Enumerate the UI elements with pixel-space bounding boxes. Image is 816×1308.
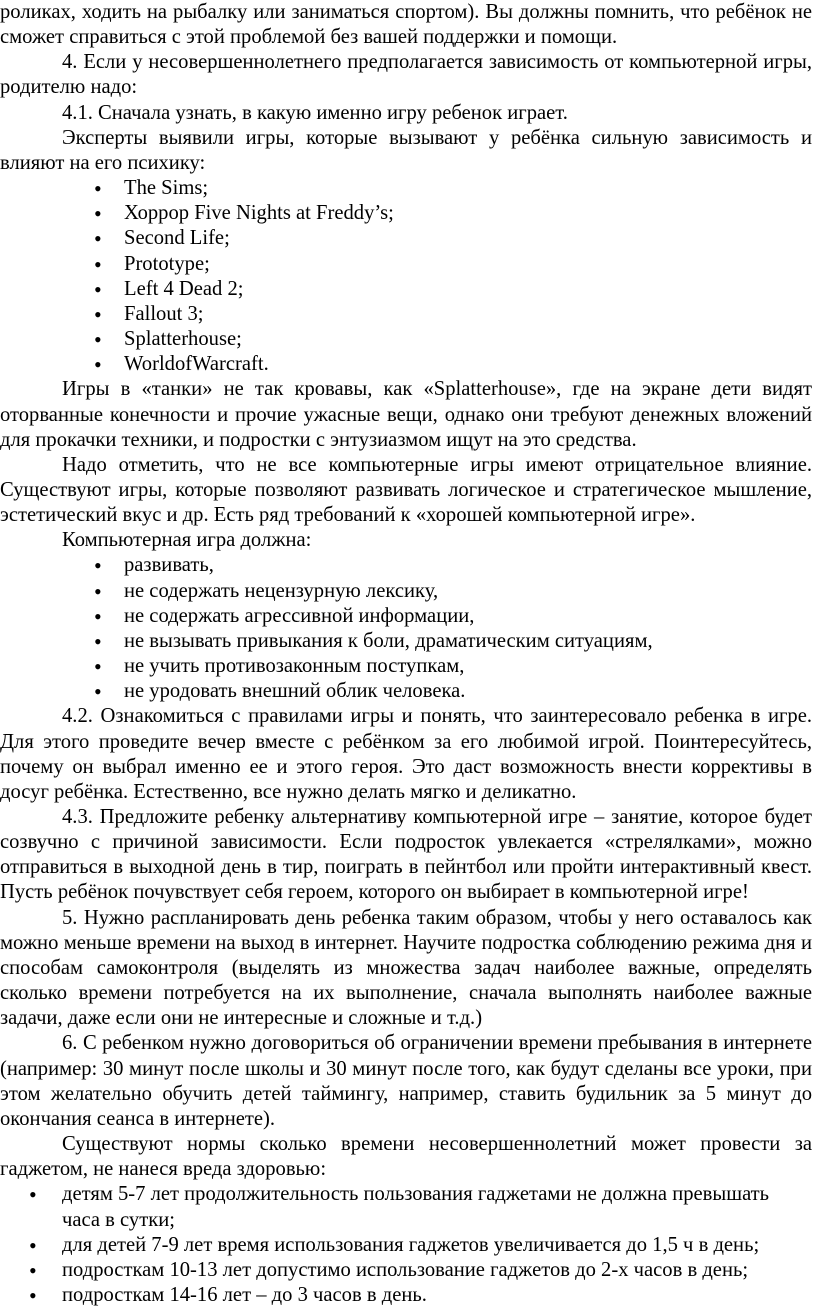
list-item: • не вызывать привыкания к боли, драматическим ситуациям, <box>0 629 812 654</box>
list-item: • не уродовать внешний облик человека. <box>0 679 812 704</box>
paragraph: Эксперты выявили игры, которые вызывают у ребёнка сильную зависимость и влияют на его психику: <box>0 126 812 174</box>
list-item: • подросткам 14-16 лет – до 3 часов в день. <box>0 1283 812 1308</box>
list-item: • Splatterhouse; <box>0 327 812 352</box>
list-item: • Left 4 Dead 2; <box>0 277 812 302</box>
requirements-list <box>0 553 812 704</box>
list-item: • подросткам 10-13 лет допустимо использование гаджетов до 2-х часов в день; <box>0 1258 812 1283</box>
games-list <box>0 176 812 377</box>
list-item: • The Sims; <box>0 176 812 201</box>
paragraph: 4.2. Ознакомиться с правилами игры и понять, что заинтересовало ребенка в игре. Для этого проведите вечер вместе с ребёнком за его любимой игрой. Поинтересуйтесь, почему он выбрал именно ее и этого героя. Это даст возможность внести коррективы в досуг ребёнка. Естественно, все нужно делать мягко и деликатно. <box>0 705 812 803</box>
paragraph: Игры в «танки» не так кровавы, как «Splatterhouse», где на экране дети видят оторванные конечности и прочие ужасные вещи, однако они требуют денежных вложений для прокачки техники, и подростки с энтузиазмом ищут на это средства. <box>0 378 812 451</box>
list-item: • WorldofWarcraft. <box>0 352 812 377</box>
paragraph: Существуют нормы сколько времени несовершеннолетний может провести за гаджетом, не нанеся вреда здоровью: <box>0 1133 812 1181</box>
list-item: • Prototype; <box>0 252 812 277</box>
age-norms-list <box>0 1182 812 1308</box>
paragraph: 4.1. Сначала узнать, в какую именно игру ребенок играет. <box>62 101 568 124</box>
paragraph: 5. Нужно распланировать день ребенка таким образом, чтобы у него оставалось как можно меньше времени на выход в интернет. Научите подростка соблюдению режима дня и способам самоконтроля (выделять из множества задач наиболее важные, определять сколько времени потребуется на их выполнение, сначала выполнять наиболее важные задачи, даже если они не интересные и сложные и т.д.) <box>0 906 812 1030</box>
list-item: • не содержать агрессивной информации, <box>0 604 812 629</box>
paragraph: 4. Если у несовершеннолетнего предполагается зависимость от компьютерной игры, родителю надо: <box>0 51 812 99</box>
paragraph: 4.3. Предложите ребенку альтернативу компьютерной игре – занятие, которое будет созвучно с причиной зависимости. Если подросток увлекается «стрелялками», можно отправиться в выходной день в тир, поиграть в пейнтбол или пройти интерактивный квест. Пусть ребёнок почувствует себя героем, которого он выбирает в компьютерной игре! <box>0 806 812 904</box>
paragraph: Компьютерная игра должна: <box>62 529 312 552</box>
paragraph: роликах, ходить на рыбалку или заниматься спортом). Вы должны помнить, что ребёнок не сможет справиться с этой проблемой без вашей поддержки и помощи. <box>0 1 812 49</box>
list-item: • Хоррор Five Nights at Freddy’s; <box>0 201 812 226</box>
list-item: • не содержать нецензурную лексику, <box>0 579 812 604</box>
list-item: • детям 5-7 лет продолжительность пользования гаджетами не должна превышать часа в сутки; <box>0 1182 812 1232</box>
list-item: • не учить противозаконным поступкам, <box>0 654 812 679</box>
paragraph: 6. С ребенком нужно договориться об ограничении времени пребывания в интернете (например: 30 минут после школы и 30 минут после того, как будут сделаны все уроки, при этом желательно обучить детей таймингу, например, ставить будильник за 5 минут до окончания сеанса в интернете). <box>0 1032 812 1130</box>
paragraph: Надо отметить, что не все компьютерные игры имеют отрицательное влияние. Существуют игры, которые позволяют развивать логическое и стратегическое мышление, эстетический вкус и др. Есть ряд требований к «хорошей компьютерной игре». <box>0 453 812 527</box>
list-item: • Fallout 3; <box>0 302 812 327</box>
list-item: • для детей 7-9 лет время использования гаджетов увеличивается до 1,5 ч в день; <box>0 1233 812 1258</box>
list-item: • развивать, <box>0 553 812 578</box>
list-item: • Second Life; <box>0 226 812 251</box>
